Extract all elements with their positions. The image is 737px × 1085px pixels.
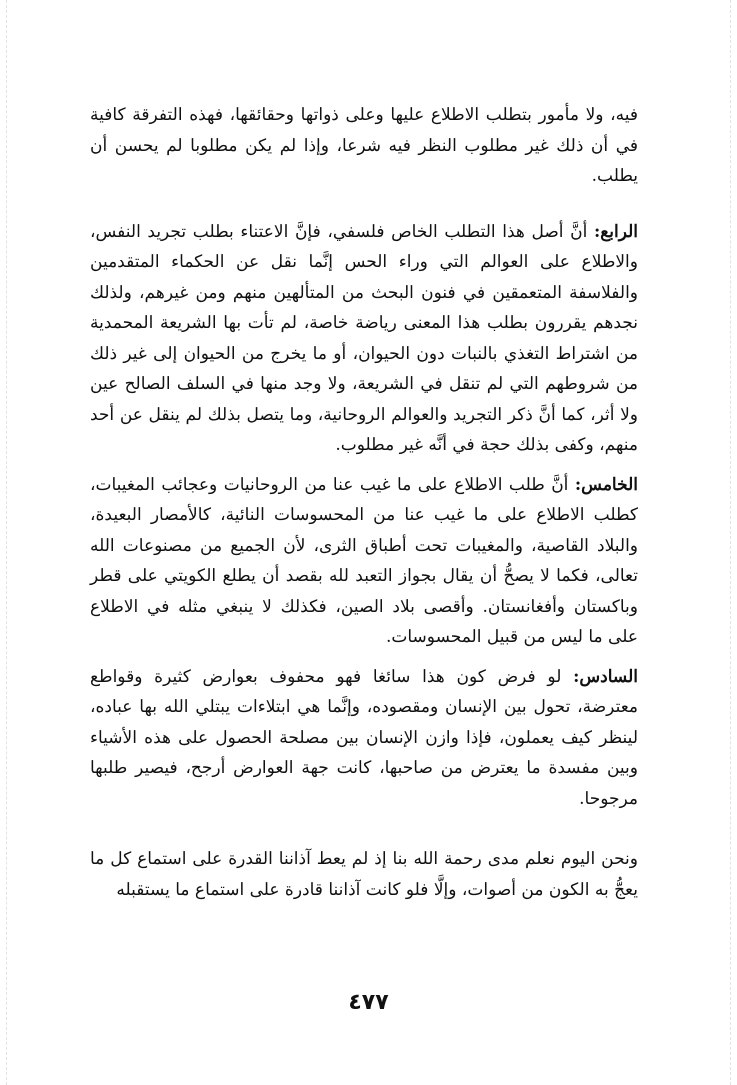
paragraph-text: أنَّ طلب الاطلاع على ما غيب عنا من الروحانيات وعجائب المغيبات، كطلب الاطلاع على ما غيب عنا من المحسوسات النائية، كالأمصار البعيدة، والبلاد القاصية، والمغيبات تحت أطباق الثرى، لأن الجميع من مصنوعات الله تعالى، فكما لا يصحُّ أن يقال بجواز التعبد لله بقصد أن يطلع الكويتي على قطر وباكستان وأفغانستان. وأقصى بلاد الصين، فكذلك لا ينبغي مثله في الاطلاع على ما ليس من قبيل المحسوسات. <box>90 474 638 647</box>
paragraph-continuation <box>90 100 638 192</box>
page-edge-left <box>6 0 7 1085</box>
paragraph-lead: الخامس: <box>574 474 638 495</box>
paragraph-fifth <box>90 470 638 653</box>
paragraph-text: لو فرض كون هذا سائغا فهو محفوف بعوارض كثيرة وقواطع معترضة، تحول بين الإنسان ومقصوده، وإنَّما هي ابتلاءات يبتلي الله بها عباده، لينظر كيف يعملون، فإذا وازن الإنسان بين مصلحة الحصول على هذه الأشياء وبين مفسدة ما يعترض من صاحبها، كانت جهة العوارض أرجح، فيصير طلبها مرجوحا. <box>90 666 638 809</box>
paragraph-fourth <box>90 217 638 461</box>
body-text <box>90 100 638 905</box>
paragraph-text: فيه، ولا مأمور بتطلب الاطلاع عليها وعلى ذواتها وحقائقها، فهذه التفرقة كافية في أن ذلك غير مطلوب النظر فيه شرعا، وإذا لم يكن مطلوبا لم يحسن أن يطلب. <box>90 105 638 186</box>
paragraph-closing <box>90 844 638 905</box>
page-number: ٤٧٧ <box>348 990 389 1015</box>
paragraph-sixth <box>90 662 638 815</box>
paragraph-lead: السادس: <box>573 666 638 687</box>
paragraph-text: ونحن اليوم نعلم مدى رحمة الله بنا إذ لم يعط آذاننا القدرة على استماع كل ما يعجُّ به الكون من أصوات، وإلَّا فلو كانت آذاننا قادرة على استماع ما يستقبله <box>90 849 638 900</box>
page-edge-right <box>730 0 731 1085</box>
paragraph-lead: الرابع: <box>593 221 638 242</box>
paragraph-text: أنَّ أصل هذا التطلب الخاص فلسفي، فإنَّ الاعتناء بطلب تجريد النفس، والاطلاع على العوالم التي وراء الحس إنَّما نقل عن الحكماء المتقدمين والفلاسفة المتعمقين في فنون البحث من المتألهين منهم ومن غيرهم، ولذلك نجدهم يقررون بطلب هذا المعنى رياضة خاصة، لم تأت بها الشريعة المحمدية من اشتراط التغذي بالنبات دون الحيوان، أو ما يخرج من الحيوان إلى غير ذلك من شروطهم التي لم تنقل في الشريعة، ولا وجد منها في السلف الصالح عين ولا أثر، كما أنَّ ذكر التجريد والعوالم الروحانية، وما يتصل بذلك لم ينقل عن أحد منهم، وكفى بذلك حجة في أنَّه غير مطلوب. <box>90 221 638 455</box>
